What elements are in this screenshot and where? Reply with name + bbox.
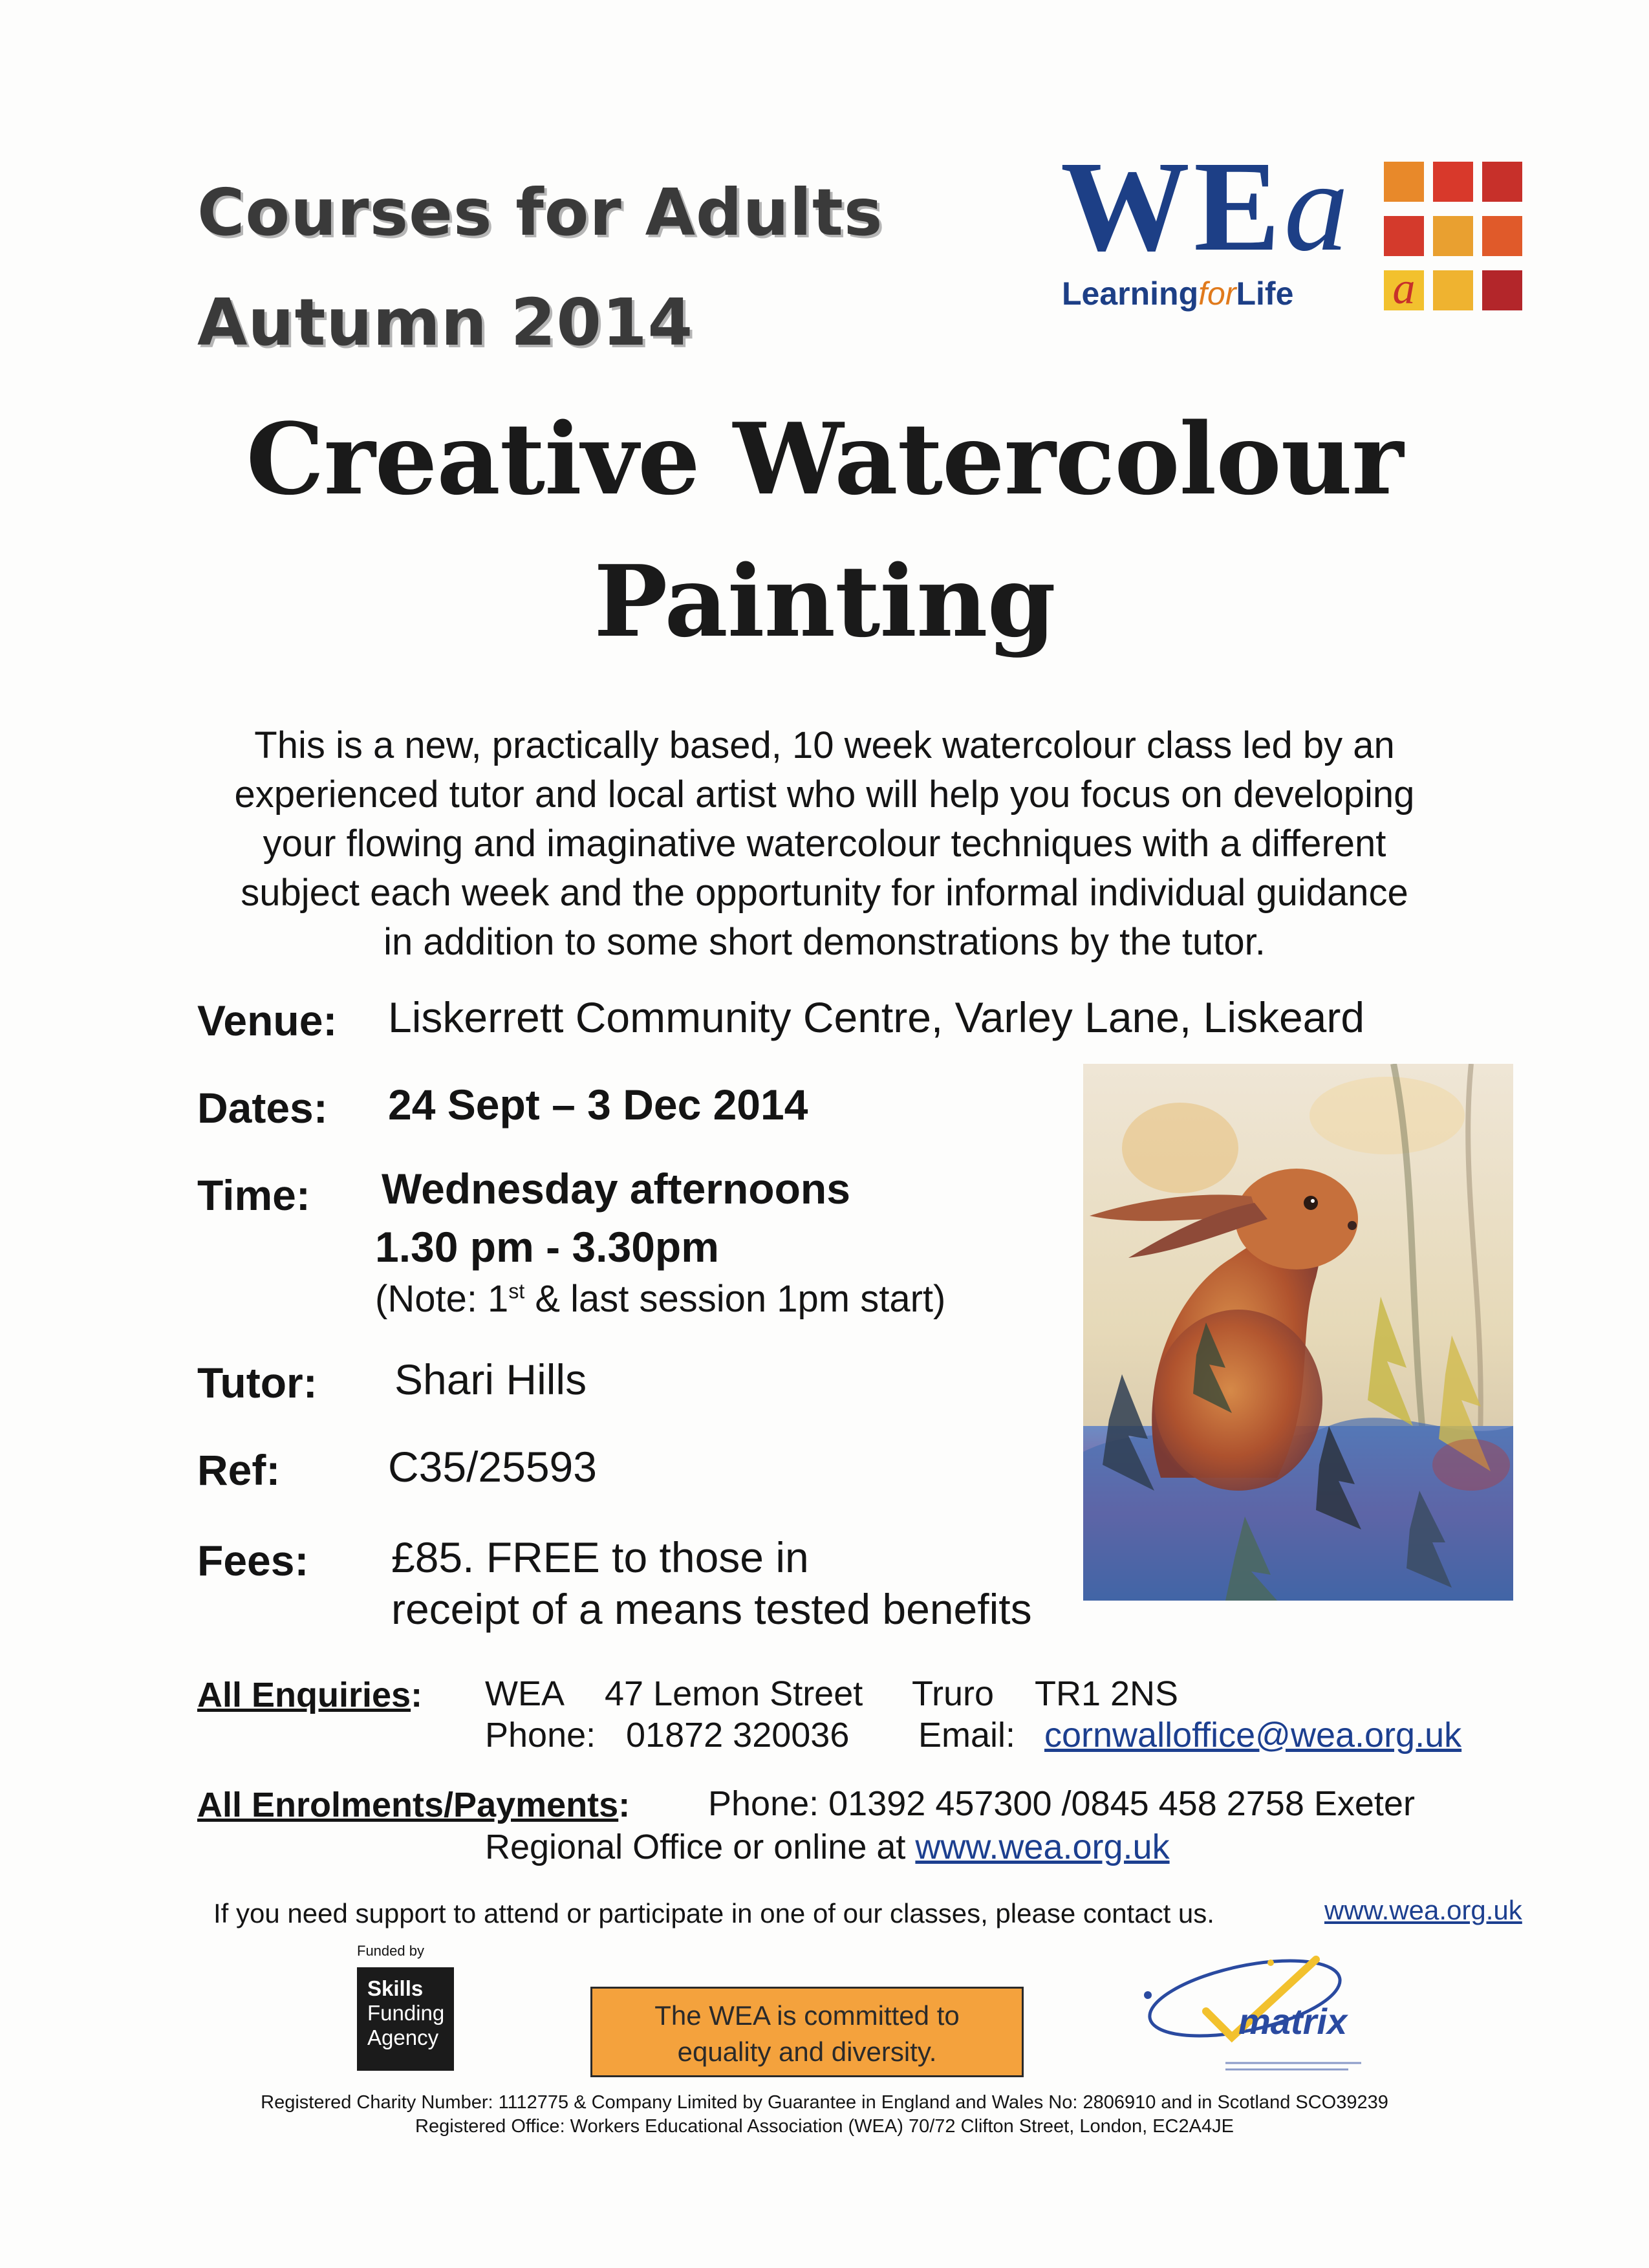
enquiries-street: 47 Lemon Street [605,1674,863,1713]
tagline-for: for [1198,275,1236,312]
dates-value: 24 Sept – 3 Dec 2014 [388,1081,808,1129]
equality-line1: The WEA is committed to [654,2000,960,2031]
equality-line2: equality and diversity. [677,2036,937,2067]
description-line: subject each week and the opportunity for informal individual guidance [241,872,1408,914]
enrolments-label: All Enrolments/Payments [197,1786,619,1824]
time-hours: 1.30 pm - 3.30pm [375,1223,719,1271]
enquiries-colon: : [411,1676,423,1714]
support-website-link[interactable]: www.wea.org.uk [1324,1895,1522,1925]
ref-label: Ref: [197,1446,281,1494]
description-line: This is a new, practically based, 10 week watercolour class led by an [254,724,1395,766]
matrix-logo [1128,1940,1406,2076]
enrolments-line2 [485,1827,1170,1867]
fees-label: Fees: [197,1537,309,1584]
skills-funding-agency-logo [357,1967,454,2071]
enrolments-website-link[interactable]: www.wea.org.uk [915,1828,1170,1866]
fees-line1: £85. FREE to those in [391,1533,809,1581]
enquiries-heading [197,1675,422,1715]
course-heading-line2: Autumn 2014 [197,285,694,360]
footer-line1: Registered Charity Number: 1112775 & Company Limited by Guarantee in England and Wales No: 2806910 and in Scotland SCO39239 [261,2092,1388,2113]
wea-wordmark-a: a [1284,135,1349,278]
venue-label: Venue: [197,997,338,1044]
tutor-label: Tutor: [197,1359,318,1407]
wea-logo [1054,135,1565,323]
wea-wordmark-we: WE [1061,135,1284,278]
enquiries-label: All Enquiries [197,1676,411,1714]
hare-watercolour-painting [1083,1064,1513,1601]
fees-line2: receipt of a means tested benefits [391,1585,1032,1633]
course-description [162,721,1487,967]
course-heading-line1: Courses for Adults [197,175,883,250]
enrolments-colon: : [618,1786,630,1824]
wea-wordmark [1061,135,1349,278]
enquiries-phone: 01872 320036 [626,1716,850,1755]
enquiries-wea: WEA [485,1674,565,1713]
venue-value: Liskerrett Community Centre, Varley Lane, Liskeard [388,993,1365,1041]
footer-line2: Registered Office: Workers Educational Association (WEA) 70/72 Clifton Street, London, EC2A4JE [415,2116,1234,2137]
support-text: If you need support to attend or participate in one of our classes, please contact us. [213,1898,1214,1928]
tagline-learning: Learning [1062,275,1199,312]
funded-by-label: Funded by [357,1943,424,1959]
course-title-line2: Painting [594,543,1055,659]
description-line: experienced tutor and local artist who will help you focus on developing [234,773,1415,815]
time-label: Time: [197,1171,310,1219]
sfa-line3: Agency [367,2025,439,2049]
dates-label: Dates: [197,1084,328,1132]
enquiries-email-label: Email: [918,1716,1016,1755]
time-note-pre: (Note: 1 [375,1278,509,1320]
enquiries-town: Truro [912,1674,995,1713]
time-note [375,1277,945,1321]
description-line: your flowing and imaginative watercolour techniques with a different [263,823,1386,865]
description-line: in addition to some short demonstrations by the tutor. [383,921,1266,963]
enrolments-online-text: Regional Office or online at [485,1828,906,1866]
matrix-wordmark: matrix [1238,2001,1348,2042]
tutor-value: Shari Hills [394,1355,587,1403]
wea-tagline [1062,275,1293,312]
enrolments-heading [197,1785,630,1825]
time-day: Wednesday afternoons [382,1165,850,1213]
sfa-line2: Funding [367,2001,445,2025]
equality-diversity-box [590,1987,1024,2077]
tagline-life: Life [1236,275,1294,312]
sfa-line1: Skills [367,1976,424,2000]
time-note-sup: st [508,1279,525,1303]
ref-value: C35/25593 [388,1443,597,1491]
course-title-line1: Creative Watercolour [246,401,1403,517]
wea-tile-mosaic-icon: a [1384,162,1539,317]
enrolments-phone: Phone: 01392 457300 /0845 458 2758 Exeter [708,1784,1415,1823]
email-link[interactable]: cornwalloffice@wea.org.uk [1044,1716,1462,1755]
enquiries-postcode: TR1 2NS [1035,1674,1179,1713]
enquiries-phone-label: Phone: [485,1716,596,1755]
time-note-post: & last session 1pm start) [524,1278,946,1320]
